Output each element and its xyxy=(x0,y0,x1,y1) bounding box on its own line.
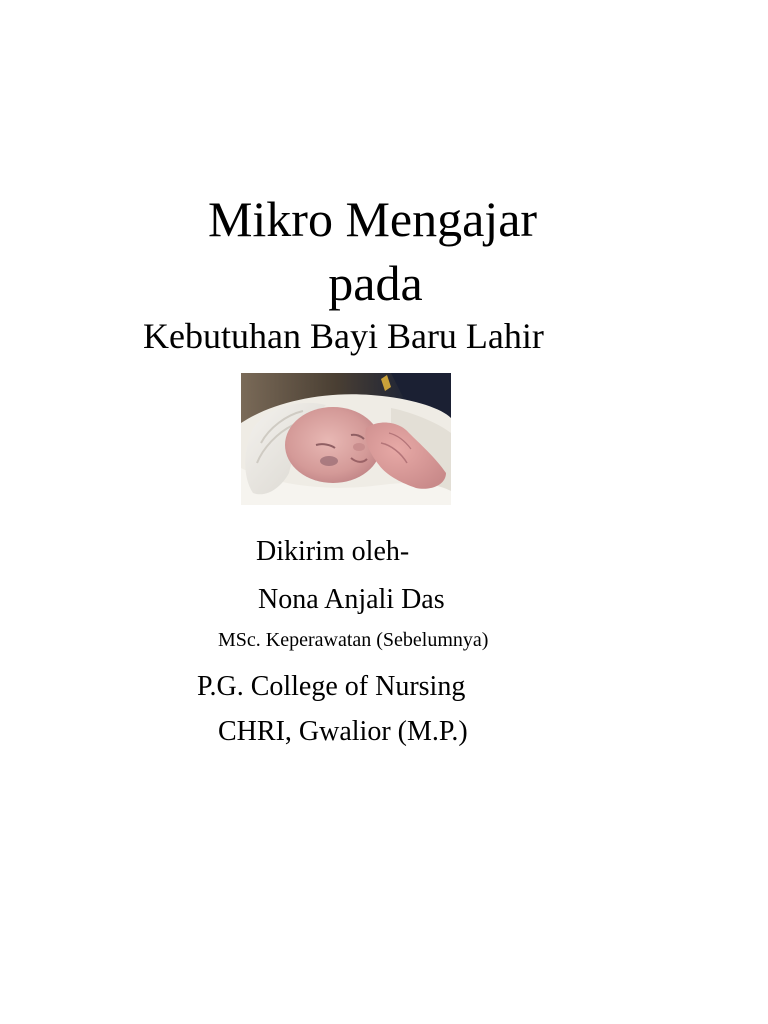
author-name: Nona Anjali Das xyxy=(258,584,445,615)
newborn-baby-photo xyxy=(241,373,451,505)
institution-location: CHRI, Gwalior (M.P.) xyxy=(218,716,468,747)
author-degree: MSc. Keperawatan (Sebelumnya) xyxy=(218,629,489,651)
submitted-by-label: Dikirim oleh- xyxy=(256,536,410,567)
institution-name: P.G. College of Nursing xyxy=(197,671,466,702)
title-line-1: Mikro Mengajar xyxy=(207,191,538,247)
title-line-2: pada xyxy=(328,255,423,311)
subtitle: Kebutuhan Bayi Baru Lahir xyxy=(143,316,544,356)
